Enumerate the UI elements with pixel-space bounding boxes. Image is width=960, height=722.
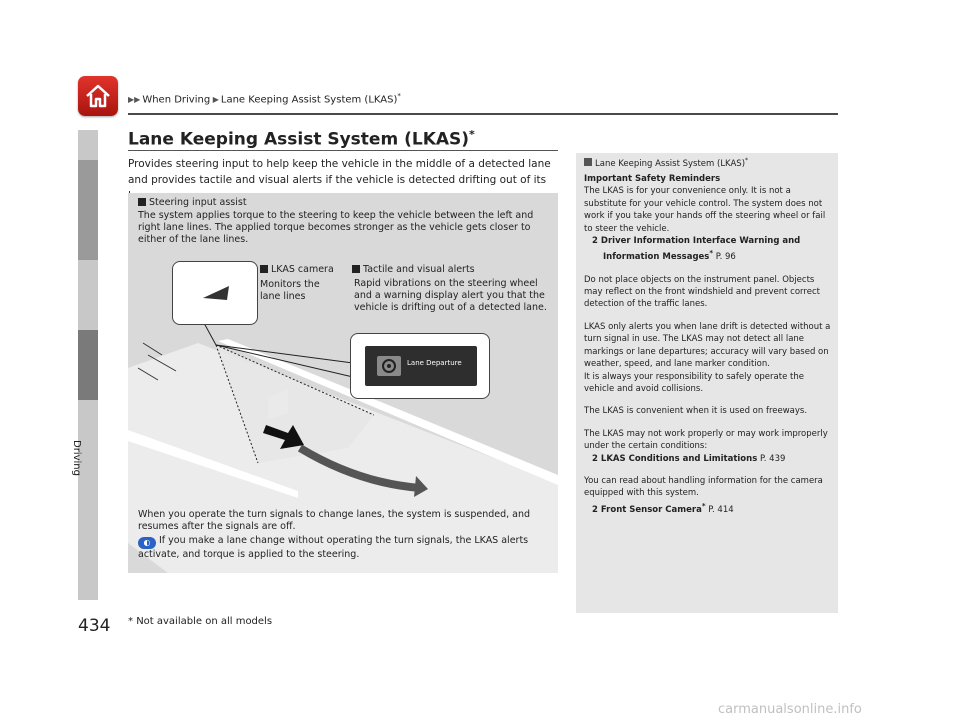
reference-arrow-icon: 2 (592, 236, 598, 247)
ref-conditions[interactable]: 2 LKAS Conditions and Limitations P. 439 (592, 453, 786, 464)
section-label: Driving (71, 440, 82, 476)
panel-body (584, 173, 834, 516)
instrument-panel-note: Do not place objects on the instrument panel. Objects may reflect on the front windshield and prevent correct detection of the traffic lanes. (584, 274, 820, 310)
breadcrumb-arrow-icon: ▶▶ (128, 95, 141, 105)
watermark: carmanualsonline.info (718, 702, 862, 717)
lane-departure-display (350, 333, 490, 399)
alerts-heading: Tactile and visual alerts (352, 264, 475, 275)
title-asterisk: * (469, 128, 475, 141)
footnote: * Not available on all models (128, 616, 273, 627)
display-screen (365, 346, 477, 386)
breadcrumb-item-lkas[interactable]: Lane Keeping Assist System (LKAS) (220, 94, 398, 106)
page-title: Lane Keeping Assist System (LKAS)* (128, 128, 475, 150)
steering-text: The system applies torque to the steering to keep the vehicle between the left and right lane lines. The applied torque becomes stronger as the vehicle gets closer to either of the lane lines. (138, 210, 534, 245)
camera-heading: LKAS camera (260, 264, 334, 275)
lane-drift-note: LKAS only alerts you when lane drift is detected without a turn signal in use. The LKAS may not detect all lane markings or lane departures; accuracy will vary based on weather, speed, and lane marker condition. (584, 321, 831, 370)
safety-text: The LKAS is for your convenience only. It is not a substitute for your vehicle control. The system does not work if you take your hands off the steering wheel or fail to steer the vehicle. (584, 186, 826, 234)
motion-streak (143, 343, 162, 355)
panel-title: Lane Keeping Assist System (LKAS)* (584, 157, 748, 169)
side-tab-active[interactable] (78, 330, 98, 400)
breadcrumb-arrow-icon: ▶ (210, 95, 219, 105)
notice-badge-icon: ◐ (138, 537, 156, 549)
display-message: Lane Departure (407, 359, 462, 367)
camera-text: Monitors the lane lines (260, 279, 320, 302)
breadcrumb (128, 92, 401, 105)
header-divider (128, 113, 838, 115)
reference-arrow-icon: 2 (592, 504, 598, 515)
note-marker-icon (584, 158, 592, 166)
lkas-figure (128, 193, 558, 573)
freeway-note: The LKAS is convenient when it is used on freeways. (584, 406, 808, 417)
safety-heading: Important Safety Reminders (584, 174, 721, 184)
breadcrumb-item-when-driving[interactable]: When Driving (142, 94, 211, 106)
lane-departure-icon (377, 356, 401, 376)
callout-pointer (204, 323, 216, 345)
camera-handling-note: You can read about handling information for the camera equipped with this system. (584, 475, 823, 499)
camera-icon (203, 284, 233, 304)
turn-signal-text: When you operate the turn signals to change lanes, the system is suspended, and resumes after the signals are off. (138, 509, 531, 532)
ref-driver-info-line2[interactable]: Information Messages* P. 96 (603, 248, 736, 263)
home-icon (84, 82, 112, 110)
info-panel (576, 153, 838, 613)
square-bullet-icon (352, 265, 360, 273)
home-button[interactable] (78, 76, 118, 116)
side-tab-strip-lower (78, 400, 98, 600)
alerts-text: Rapid vibrations on the steering wheel and a warning display alert you that the vehicle is drifting out of a detected lane. (354, 278, 547, 313)
steering-heading: Steering input assist (138, 197, 247, 208)
intro-text: Provides steering input to help keep the vehicle in the middle of a detected lane and provides tactile and visual alerts if the vehicle is detected drifting out of its (128, 158, 551, 186)
lane-change-text: ◐ If you make a lane change without operating the turn signals, the LKAS alerts activate, and torque is applied to the steering. (138, 535, 529, 560)
ref-front-camera[interactable]: 2 Front Sensor Camera* P. 414 (592, 500, 734, 515)
camera-callout (172, 261, 258, 325)
side-tab-inactive (78, 160, 98, 260)
breadcrumb-asterisk: * (397, 92, 401, 100)
ref-driver-info[interactable]: 2 Driver Information Interface Warning and (592, 236, 801, 247)
square-bullet-icon (260, 265, 268, 273)
responsibility-note: It is always your responsibility to safely operate the vehicle and avoid collisions. (584, 371, 804, 394)
reference-arrow-icon: 2 (592, 453, 598, 464)
page-number: 434 (78, 616, 111, 636)
title-divider (128, 150, 558, 151)
conditions-note: The LKAS may not work properly or may work improperly under the certain conditions: (584, 428, 828, 452)
